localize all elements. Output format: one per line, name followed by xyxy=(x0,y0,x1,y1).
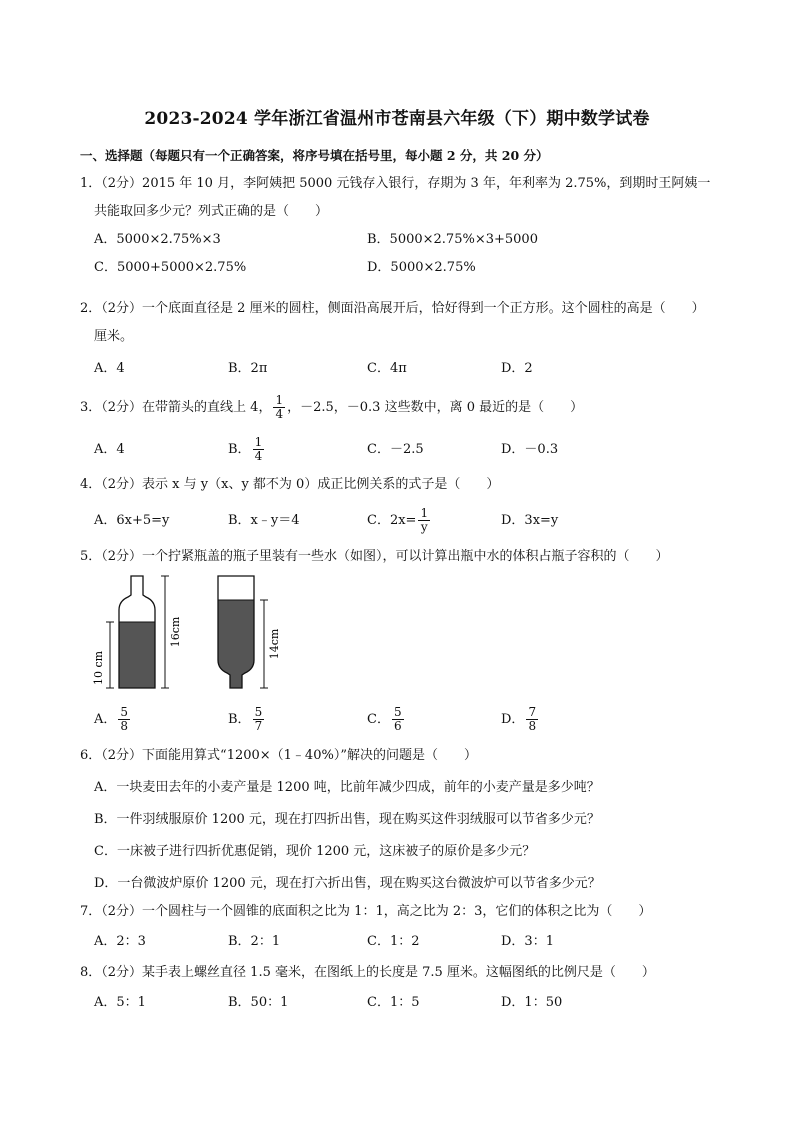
question-7-option-d: D．3：1 xyxy=(501,934,554,949)
inverted-bottle xyxy=(218,576,254,688)
question-1-option-d: D．5000×2.75% xyxy=(367,260,476,275)
question-7-option-b: B．2：1 xyxy=(228,934,281,949)
question-5-options xyxy=(80,700,730,740)
question-3 xyxy=(80,392,730,470)
question-2-stem-cont: 厘米。 xyxy=(94,329,134,344)
question-2 xyxy=(80,295,730,383)
dimension-label: 10 cm xyxy=(92,650,105,686)
question-8-option-a: A．5：1 xyxy=(94,995,146,1010)
question-4-option-d: D．3x=y xyxy=(501,513,559,528)
question-1-stem: 1．（2分）2015 年 10 月，李阿姨把 5000 元钱存入银行，存期为 3 年，年利率为 2.75%，到期时王阿姨一 xyxy=(80,176,711,191)
question-4-option-c: C．2x= $\frac{1}{y}$ xyxy=(367,506,429,534)
question-8-option-c: C．1：5 xyxy=(367,995,420,1010)
question-6-stem: 6．（2分）下面能用算式“1200×（1﹣40%）”解决的问题是（ ） xyxy=(80,748,477,763)
question-1-option-b: B．5000×2.75%×3+5000 xyxy=(367,232,538,247)
question-5-option-a: A． $\frac{5}{8}$ xyxy=(94,705,129,733)
question-4-stem: 4．（2分）表示 x 与 y（x、y 都不为 0）成正比例关系的式子是（ ） xyxy=(80,477,500,492)
question-6-option-a: A．一块麦田去年的小麦产量是 1200 吨，比前年减少四成，前年的小麦产量是多少吨？ xyxy=(94,780,600,795)
question-4-option-a: A．6x+5=y xyxy=(94,513,170,528)
question-7 xyxy=(80,898,730,956)
page-title: 2023-2024 学年浙江省温州市苍南县六年级（下）期中数学试卷 xyxy=(144,109,650,129)
question-6-option-c: C．一床被子进行四折优惠促销，现价 1200 元，这床被子的原价是多少元？ xyxy=(94,844,536,859)
question-3-option-c: C．－2.5 xyxy=(367,442,424,457)
question-5 xyxy=(80,543,730,571)
question-4-option-b: B．x﹣y＝4 xyxy=(228,513,300,528)
section-heading: 一、选择题（每题只有一个正确答案，将序号填在括号里，每小题 2 分，共 20 分） xyxy=(80,148,549,163)
question-7-stem: 7．（2分）一个圆柱与一个圆锥的底面积之比为 1：1，高之比为 2：3，它们的体积之比为（ ） xyxy=(80,904,652,919)
question-2-option-d: D．2 xyxy=(501,361,533,376)
question-4 xyxy=(80,471,730,541)
question-8-stem: 8．（2分）某手表上螺丝直径 1.5 毫米，在图纸上的长度是 7.5 厘米。这幅图纸的比例尺是（ ） xyxy=(80,965,655,980)
question-6-option-d: D．一台微波炉原价 1200 元，现在打六折出售，现在购买这台微波炉可以节省多少元？ xyxy=(94,876,601,891)
question-7-option-a: A．2：3 xyxy=(94,934,146,949)
question-8-option-d: D．1：50 xyxy=(501,995,563,1010)
question-2-option-a: A．4 xyxy=(94,361,125,376)
question-6 xyxy=(80,742,730,898)
question-1 xyxy=(80,170,730,282)
question-8-option-b: B．50：1 xyxy=(228,995,289,1010)
question-5-stem: 5．（2分）一个拧紧瓶盖的瓶子里装有一些水（如图），可以计算出瓶中水的体积占瓶子容积的（ ） xyxy=(80,549,669,564)
question-2-stem: 2．（2分）一个底面直径是 2 厘米的圆柱，侧面沿高展开后，恰好得到一个正方形。这个圆柱的高是（ ） xyxy=(80,301,705,316)
fraction-one-quarter: $\frac{1}{4}$ xyxy=(275,393,284,421)
question-8 xyxy=(80,959,730,1017)
question-6-option-b: B．一件羽绒服原价 1200 元，现在打四折出售，现在购买这件羽绒服可以节省多少元？ xyxy=(94,812,600,827)
upright-bottle xyxy=(119,576,155,688)
question-1-option-c: C．5000+5000×2.75% xyxy=(94,260,247,275)
bottle-figure xyxy=(88,574,288,694)
dimension-label: 14cm xyxy=(268,628,281,660)
dimension-label: 16cm xyxy=(169,616,182,648)
question-2-option-b: B．2π xyxy=(228,361,268,376)
question-1-option-a: A．5000×2.75%×3 xyxy=(94,232,221,247)
question-3-option-a: A．4 xyxy=(94,442,125,457)
question-1-stem-cont: 共能取回多少元？列式正确的是（ ） xyxy=(94,204,329,219)
question-5-option-b: B． $\frac{5}{7}$ xyxy=(228,705,263,733)
question-5-option-d: D． $\frac{7}{8}$ xyxy=(501,705,537,733)
question-3-option-b: B． $\frac{1}{4}$ xyxy=(228,435,263,463)
question-3-stem: 3．（2分）在带箭头的直线上 4， $\frac{1}{4}$ ，－2.5，－0.3 这些数中，离 0 最近的是（ ） xyxy=(80,393,584,421)
question-7-option-c: C．1：2 xyxy=(367,934,420,949)
question-3-option-d: D．－0.3 xyxy=(501,442,559,457)
question-5-option-c: C． $\frac{5}{6}$ xyxy=(367,705,402,733)
question-2-option-c: C．4π xyxy=(367,361,407,376)
